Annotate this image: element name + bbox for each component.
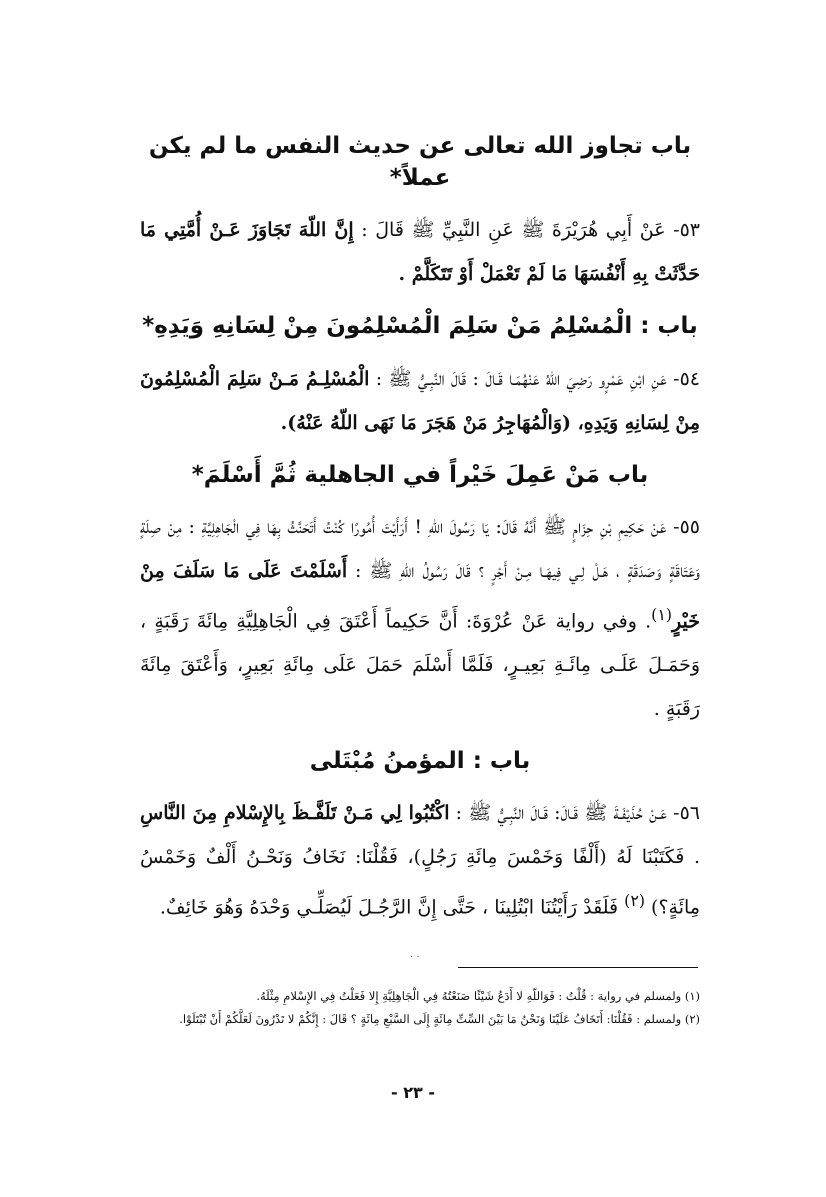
hadith-number: ٥٤- bbox=[673, 367, 700, 390]
hadith-text: عَـنْ حُذَيْفَـةَ ﷺ قَـالَ: قَـالَ النَّبِـيُّ ﷺ : bbox=[449, 802, 667, 825]
hadith-bold-text: أَسْلَمْتَ عَلَى مَا سَلَفَ مِنْ خَيْرٍ bbox=[140, 559, 700, 633]
chapter-heading: باب تجاوز الله تعالى عن حديث النفس ما لم يكن عملاً* bbox=[148, 133, 692, 192]
hadith-bold-text: إِنَّ اللّهَ تَجَاوَزَ عَـنْ أُمَّتِي مَا حَدَّثَتْ بِهِ أَنْفُسَهَا مَا لَمْ تَعْمَلْ أَوْ تَتَكَلَّمْ . bbox=[140, 219, 700, 286]
chapter-heading: باب : المؤمنُ مُبْتَلى bbox=[309, 748, 531, 775]
chapter-heading: باب مَنْ عَمِلَ خَيْراً في الجاهلية ثُمَّ أَسْلَمَ* bbox=[191, 461, 649, 488]
page-number: - ٢٣ - bbox=[391, 1083, 435, 1102]
chapter-heading: باب : الْمُسْلِمُ مَنْ سَلِمَ الْمُسْلِمُونَ مِنْ لِسَانِهِ وَيَدِهِ* bbox=[142, 313, 698, 340]
hadith-text: عَنْ حَكِيمِ بْنِ حِزَامٍ ﷺ أَنَّهُ قَالَ: يَا رَسُولَ اللّهِ ! أَرَأَيْتَ أُمُورًا كُنْتُ أَتَحَنَّثُ بِهَا فِي الْجَاهِلِيَّةِ : مِنْ صِلَةٍ وَعَتَاقَةٍ وَصَدَقَةٍ ، هَـلْ لِـي فِيهَـا مِـنْ أَجْرٍ ؟ قَالَ رَسُولُ اللّهِ ﷺ : bbox=[140, 515, 700, 582]
hadith-bold-text: اكْتُبُوا لِي مَـنْ تَلَفَّـظَ بِالإِسْلامِ مِنَ النَّاسِ bbox=[140, 802, 450, 825]
hadith-number: ٥٣- bbox=[673, 219, 700, 242]
footnote-divider bbox=[458, 967, 698, 968]
print-speck: · · bbox=[410, 952, 420, 963]
hadith-text: فَلَقَدْ رَأَيْتُنَا ابْتُلِينَا ، حَتَّى إِنَّ الرَّجُـلَ لَيُصَلِّـي وَحْدَهُ وَهُوَ خَائِفٌ. bbox=[159, 896, 625, 919]
footnotes bbox=[140, 985, 700, 1031]
footnote-ref: (١) bbox=[651, 604, 673, 624]
footnote-ref: (٢) bbox=[624, 891, 646, 911]
hadith-paragraph bbox=[140, 357, 700, 445]
hadith-text: عَنِ ابْنِ عَمْرٍو رَضِيَ اللّهُ عَنْهُمَـا قَـالَ : قَالَ النَّبِـيُّ ﷺ : bbox=[369, 367, 667, 390]
hadith-number: ٥٦- bbox=[673, 802, 700, 825]
hadith-number: ٥٥- bbox=[673, 515, 700, 538]
hadith-text: عَنْ أَبِي هُرَيْرَةَ ﷺ عَنِ النَّبِيِّ ﷺ قَالَ : bbox=[353, 219, 666, 242]
hadith-paragraph bbox=[140, 208, 700, 296]
page-body bbox=[140, 130, 700, 944]
hadith-text: . فَكَتَبْنَا لَهُ (أَلْفًا وَخَمْسَ مِائَةِ رَجُلٍ)، فَقُلْنَا: نَخَافُ وَنَحْـنُ أَلْفٌ وَخَمْسُ مِائَةٍ؟) bbox=[140, 846, 700, 919]
hadith-text: . وفي رواية عَنْ عُرْوَةَ: أَنَّ حَكِيماً أَعْتَقَ فِي الْجَاهِلِيَّةِ مِائَةَ رَقَبَةٍ ، وَحَمَـلَ عَلَـى مِائَـةِ بَعِيـرٍ، فَلَمَّا أَسْلَمَ حَمَلَ عَلَى مِائَةِ بَعِيرٍ، وَأَعْتَقَ مِائَةَ رَقَبَةٍ . bbox=[140, 610, 700, 721]
hadith-paragraph bbox=[140, 791, 700, 929]
footnote: (٢) ولمسلم : فَقُلْنَا: أَتَخَافُ عَلَيْنَا وَنَحْنُ مَا بَيْنَ السِّتِّ مِائَةٍ إِلَى السَّبْعِ مِائَةٍ ؟ قَالَ : إِنَّكُمْ لا تَدْرُونَ لَعَلَّكُمْ أَنْ تُبْتَلَوْا. bbox=[179, 1012, 700, 1026]
footnote: (١) ولمسلم في رواية : قُلْتُ : فَوَاللّهِ لا أَدَعُ شَيْئًا صَنَعْتُهُ فِي الْجَاهِلِيَّةِ إِلا فَعَلْتُ فِي الإِسْلامِ مِثْلَهُ. bbox=[256, 989, 700, 1003]
hadith-bold-text: الْمُسْلِـمُ مَـنْ سَلِمَ الْمُسْلِمُونَ مِنْ لِسَانِهِ وَيَدِهِ، (وَالْمُهَاجِرُ مَنْ هَجَرَ مَا نَهَى اللّهُ عَنْهُ). bbox=[140, 367, 700, 434]
hadith-paragraph bbox=[140, 505, 700, 731]
